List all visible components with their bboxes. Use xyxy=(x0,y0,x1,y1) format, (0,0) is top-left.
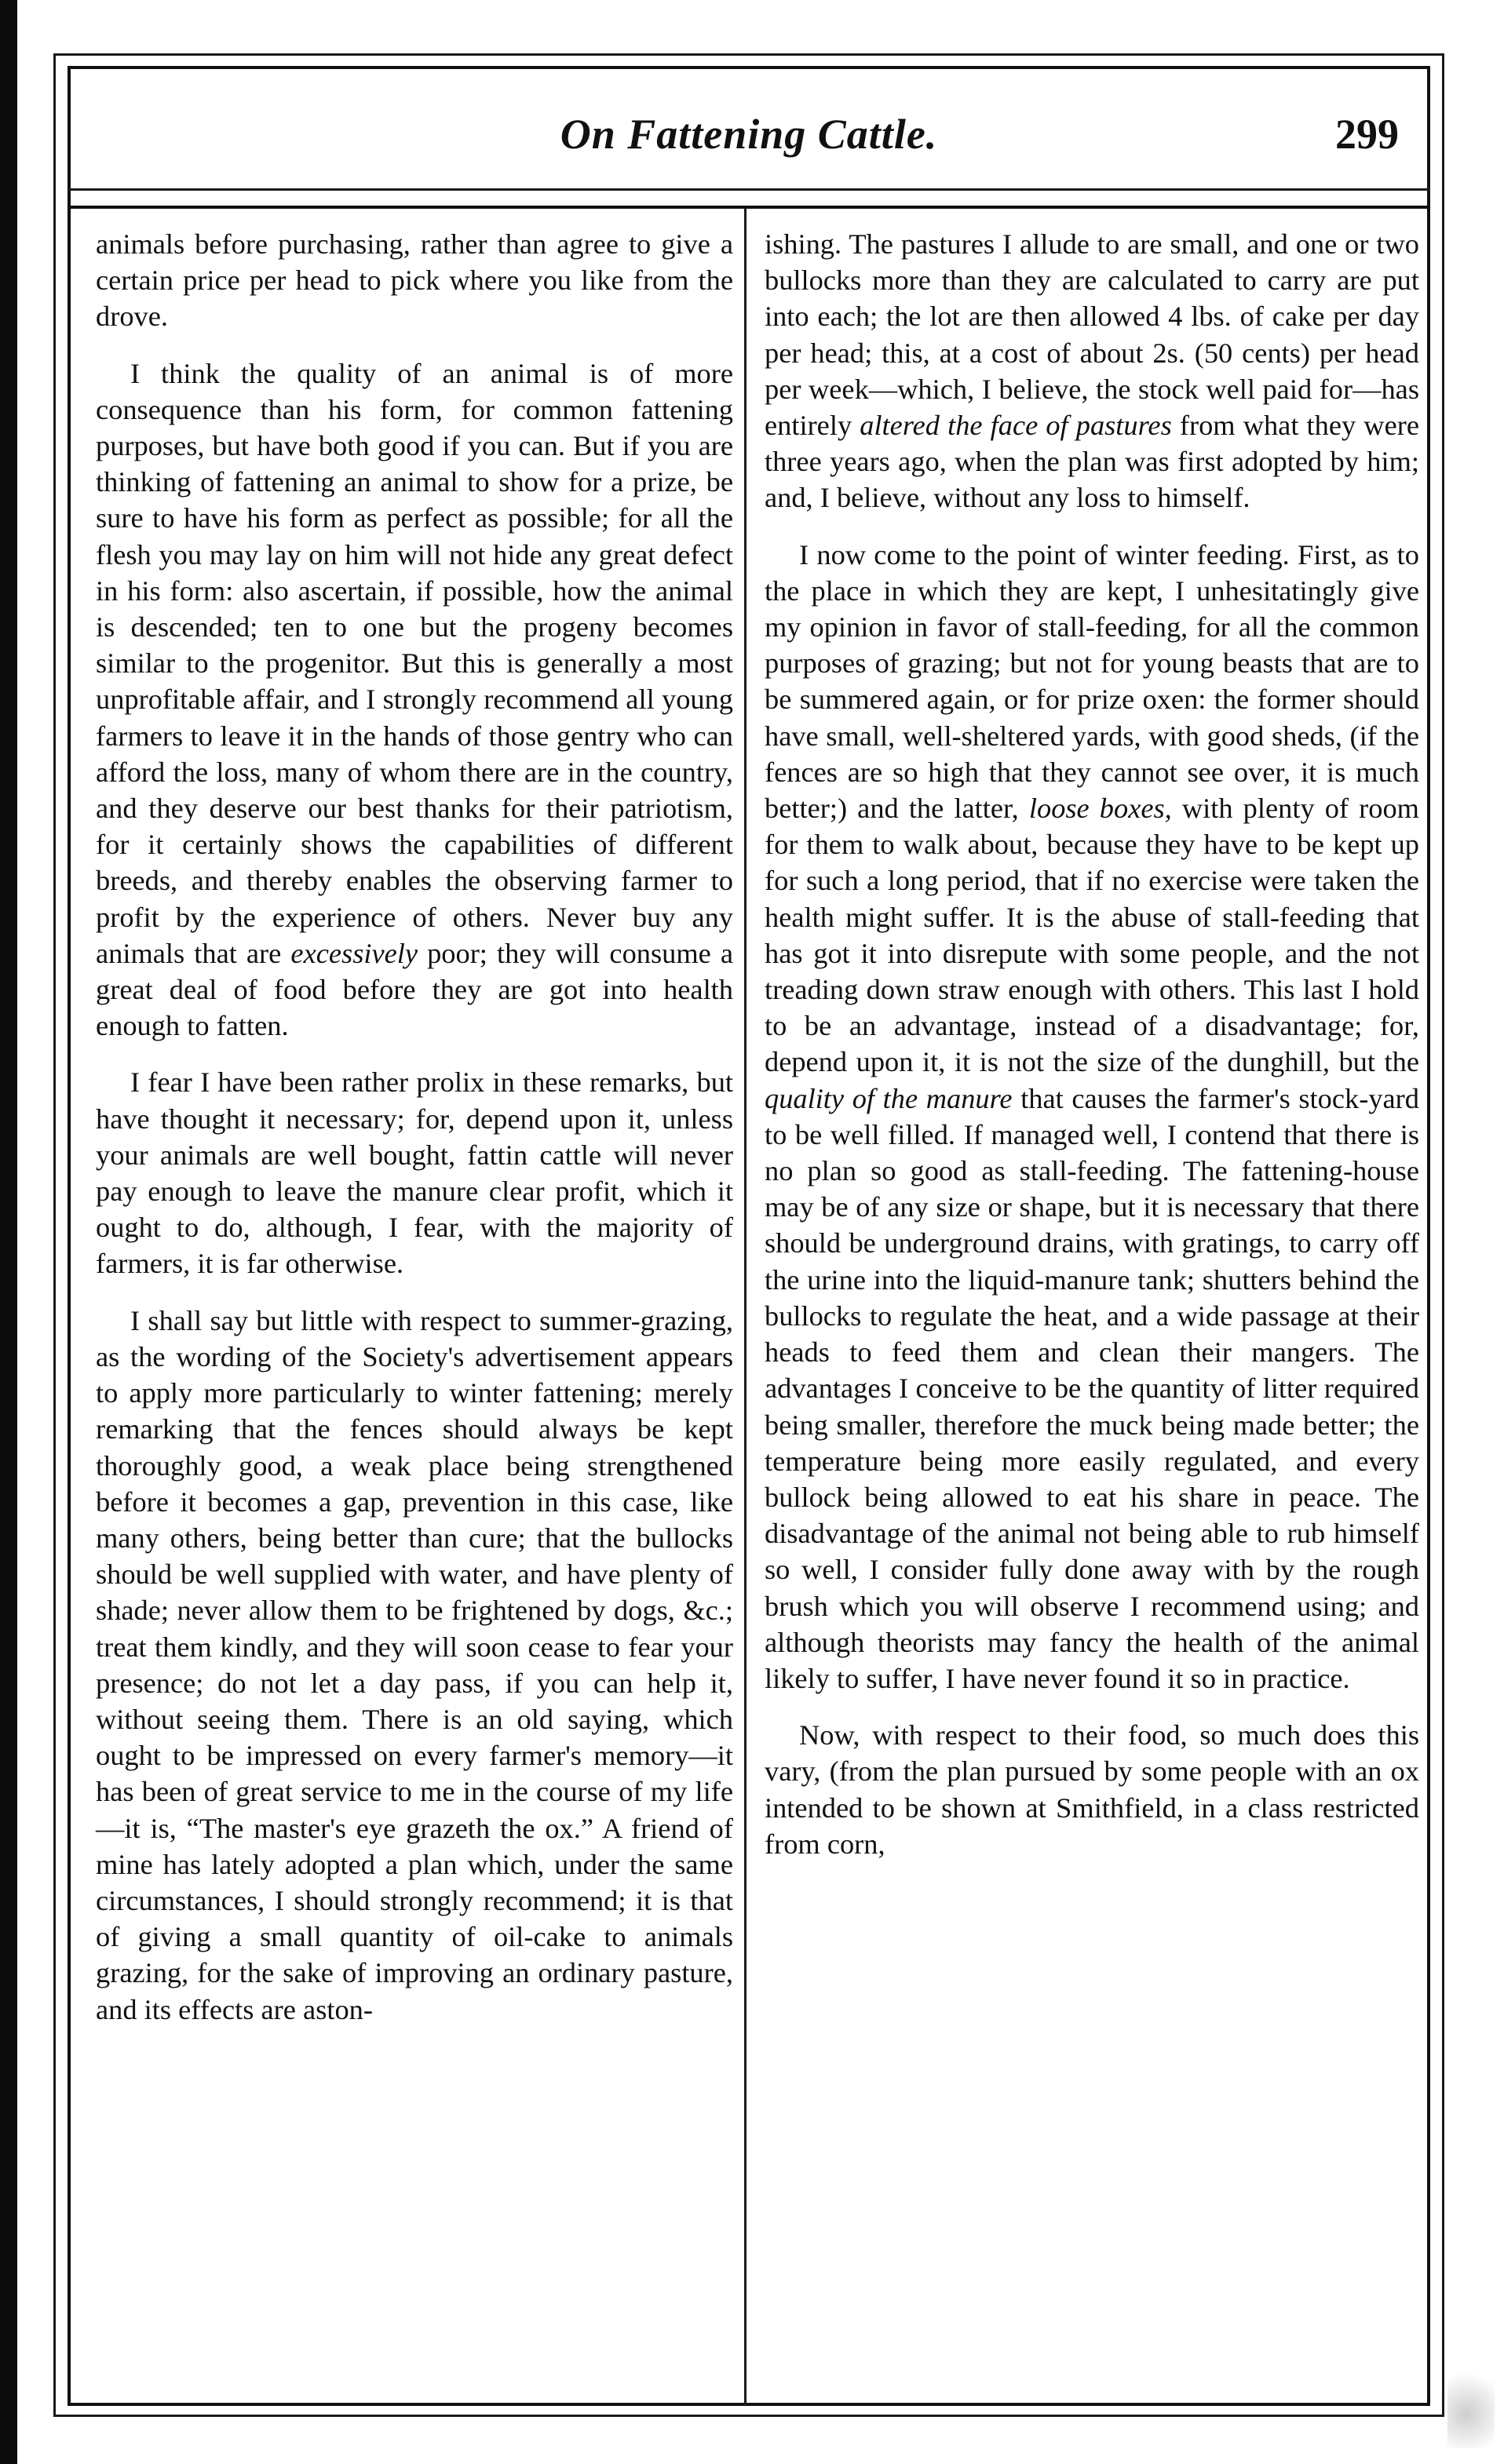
page-title: On Fattening Cattle. xyxy=(560,111,938,158)
column-divider xyxy=(744,209,747,2406)
paragraph-text: from what they were three years ago, when the plan was first adopted by him; and, I believe, without any loss to himself. xyxy=(765,410,1419,514)
paragraph-text: I now come to the point of winter feeding. First, as to the place in which they are kept, I unhesitatingly give my opinion in favor of stall-feeding, for all the common purposes of grazing; but not for young beasts that are to be summered again, or for prize oxen: the former should have small, well-sheltered yards, with good sheds, (if the fences are so high that they cannot see over, it is much better;) and the latter, xyxy=(765,538,1419,825)
emphasis: quality of the manure xyxy=(765,1082,1013,1114)
book-spine-edge xyxy=(0,0,17,2464)
paragraph xyxy=(765,537,1419,1697)
left-column xyxy=(96,226,733,2028)
paragraph: I fear I have been rather prolix in these remarks, but have thought it necessary; for, depend upon it, unless your animals are well bought, fattin cattle will never pay enough to leave the manure clear profit, which it ought to do, although, I fear, with the majority of farmers, it is far otherwise. xyxy=(96,1066,733,1280)
paragraph xyxy=(96,355,733,1044)
emphasis: loose boxes, xyxy=(1028,793,1172,825)
emphasis: excessively xyxy=(290,937,418,969)
header-rule-double xyxy=(68,206,1430,209)
paragraph: Now, with respect to their food, so much does this vary, (from the plan pursued by some people with an ox intended to be shown at Smithfield, in a class restricted from corn, xyxy=(765,1719,1419,1860)
print-smudge xyxy=(1447,2362,1495,2448)
paragraph-text: poor; they will consume a great deal of food before they are got into health enough to fatten. xyxy=(96,937,734,1042)
paragraph: I shall say but little with respect to summer-grazing, as the wording of the Society's advertisement appears to apply more particularly to winter fattening; merely remarking that the fences should always be kept thoroughly good, a weak place being strengthened before it becomes a gap, prevention in this case, like many others, being better than cure; that the bullocks should be well supplied with water, and have plenty of shade; never allow them to be frightened by dogs, &c.; treat them kindly, and they will soon cease to fear your presence; do not let a day pass, if you can help it, without seeing them. There is an old saying, which ought to be impressed on every farmer's memory—it has been of great service to me in the course of my life—it is, “The master's eye grazeth the ox.” A friend of mine has lately adopted a plan which, under the same circumstances, I should strongly recommend; it is that of giving a small quantity of oil-cake to animals grazing, for the sake of improving an ordinary pasture, and its effects are aston- xyxy=(96,1304,733,2025)
header-rule xyxy=(68,188,1430,191)
page-number: 299 xyxy=(1335,111,1399,158)
paragraph-text: that causes the farmer's stock-yard to be well filled. If managed well, I contend that there is no plan so good as stall-feeding. The fattening-house may be of any size or shape, but it is necessary that there should be underground drains, with gratings, to carry off the urine into the liquid-manure tank; shutters behind the bullocks to regulate the heat, and a wide passage at their heads to feed them and clean their mangers. The advantages I conceive to be the quantity of litter required being smaller, therefore the muck being made better; the temperature being more easily regulated, and every bullock being allowed to eat his share in peace. The disadvantage of the animal not being able to rub himself so well, I consider fully done away with by the rough brush which you will observe I recommend using; and although theorists may fancy the health of the animal likely to suffer, I have never found it so in practice. xyxy=(765,1082,1419,1694)
running-head xyxy=(68,110,1430,173)
paragraph: animals before purchasing, rather than agree to give a certain price per head to pick where you like from the drove. xyxy=(96,228,733,333)
emphasis: altered the face of pastures xyxy=(860,410,1172,442)
paragraph-text: I think the quality of an animal is of more consequence than his form, for common fattening purposes, but have both good if you can. But if you are thinking of fattening an animal to show for a prize, be sure to have his form as perfect as possible; for all the flesh you may lay on him will not hide any great defect in his form: also ascertain, if possible, how the animal is descended; ten to one but the progeny becomes similar to the progenitor. But this is generally a most unprofitable affair, and I strongly recommend all young farmers to leave it in the hands of those gentry who can afford the loss, many of whom there are in the country, and they deserve our best thanks for their patriotism, for it certainly shows the capabilities of different breeds, and thereby enables the observing farmer to profit by the experience of others. Never buy any animals that are xyxy=(96,357,733,969)
paragraph xyxy=(765,226,1419,516)
paragraph-text: ishing. The pastures I allude to are small, and one or two bullocks more than they are calculated to carry are put into each; the lot are then allowed 4 lbs. of cake per day per head; this, at a cost of about 2s. (50 cents) per head per week—which, I believe, the stock well paid for—has entirely xyxy=(765,228,1419,442)
paragraph-text: with plenty of room for them to walk about, because they have to be kept up for such a long period, that if no exercise were taken the health might suffer. It is the abuse of stall-feeding that has got it into disrepute with some people, and the not treading down straw enough with others. This last I hold to be an advantage, instead of a disadvantage; for, depend upon it, it is not the size of the dunghill, but the xyxy=(765,793,1419,1078)
right-column xyxy=(765,226,1419,1862)
